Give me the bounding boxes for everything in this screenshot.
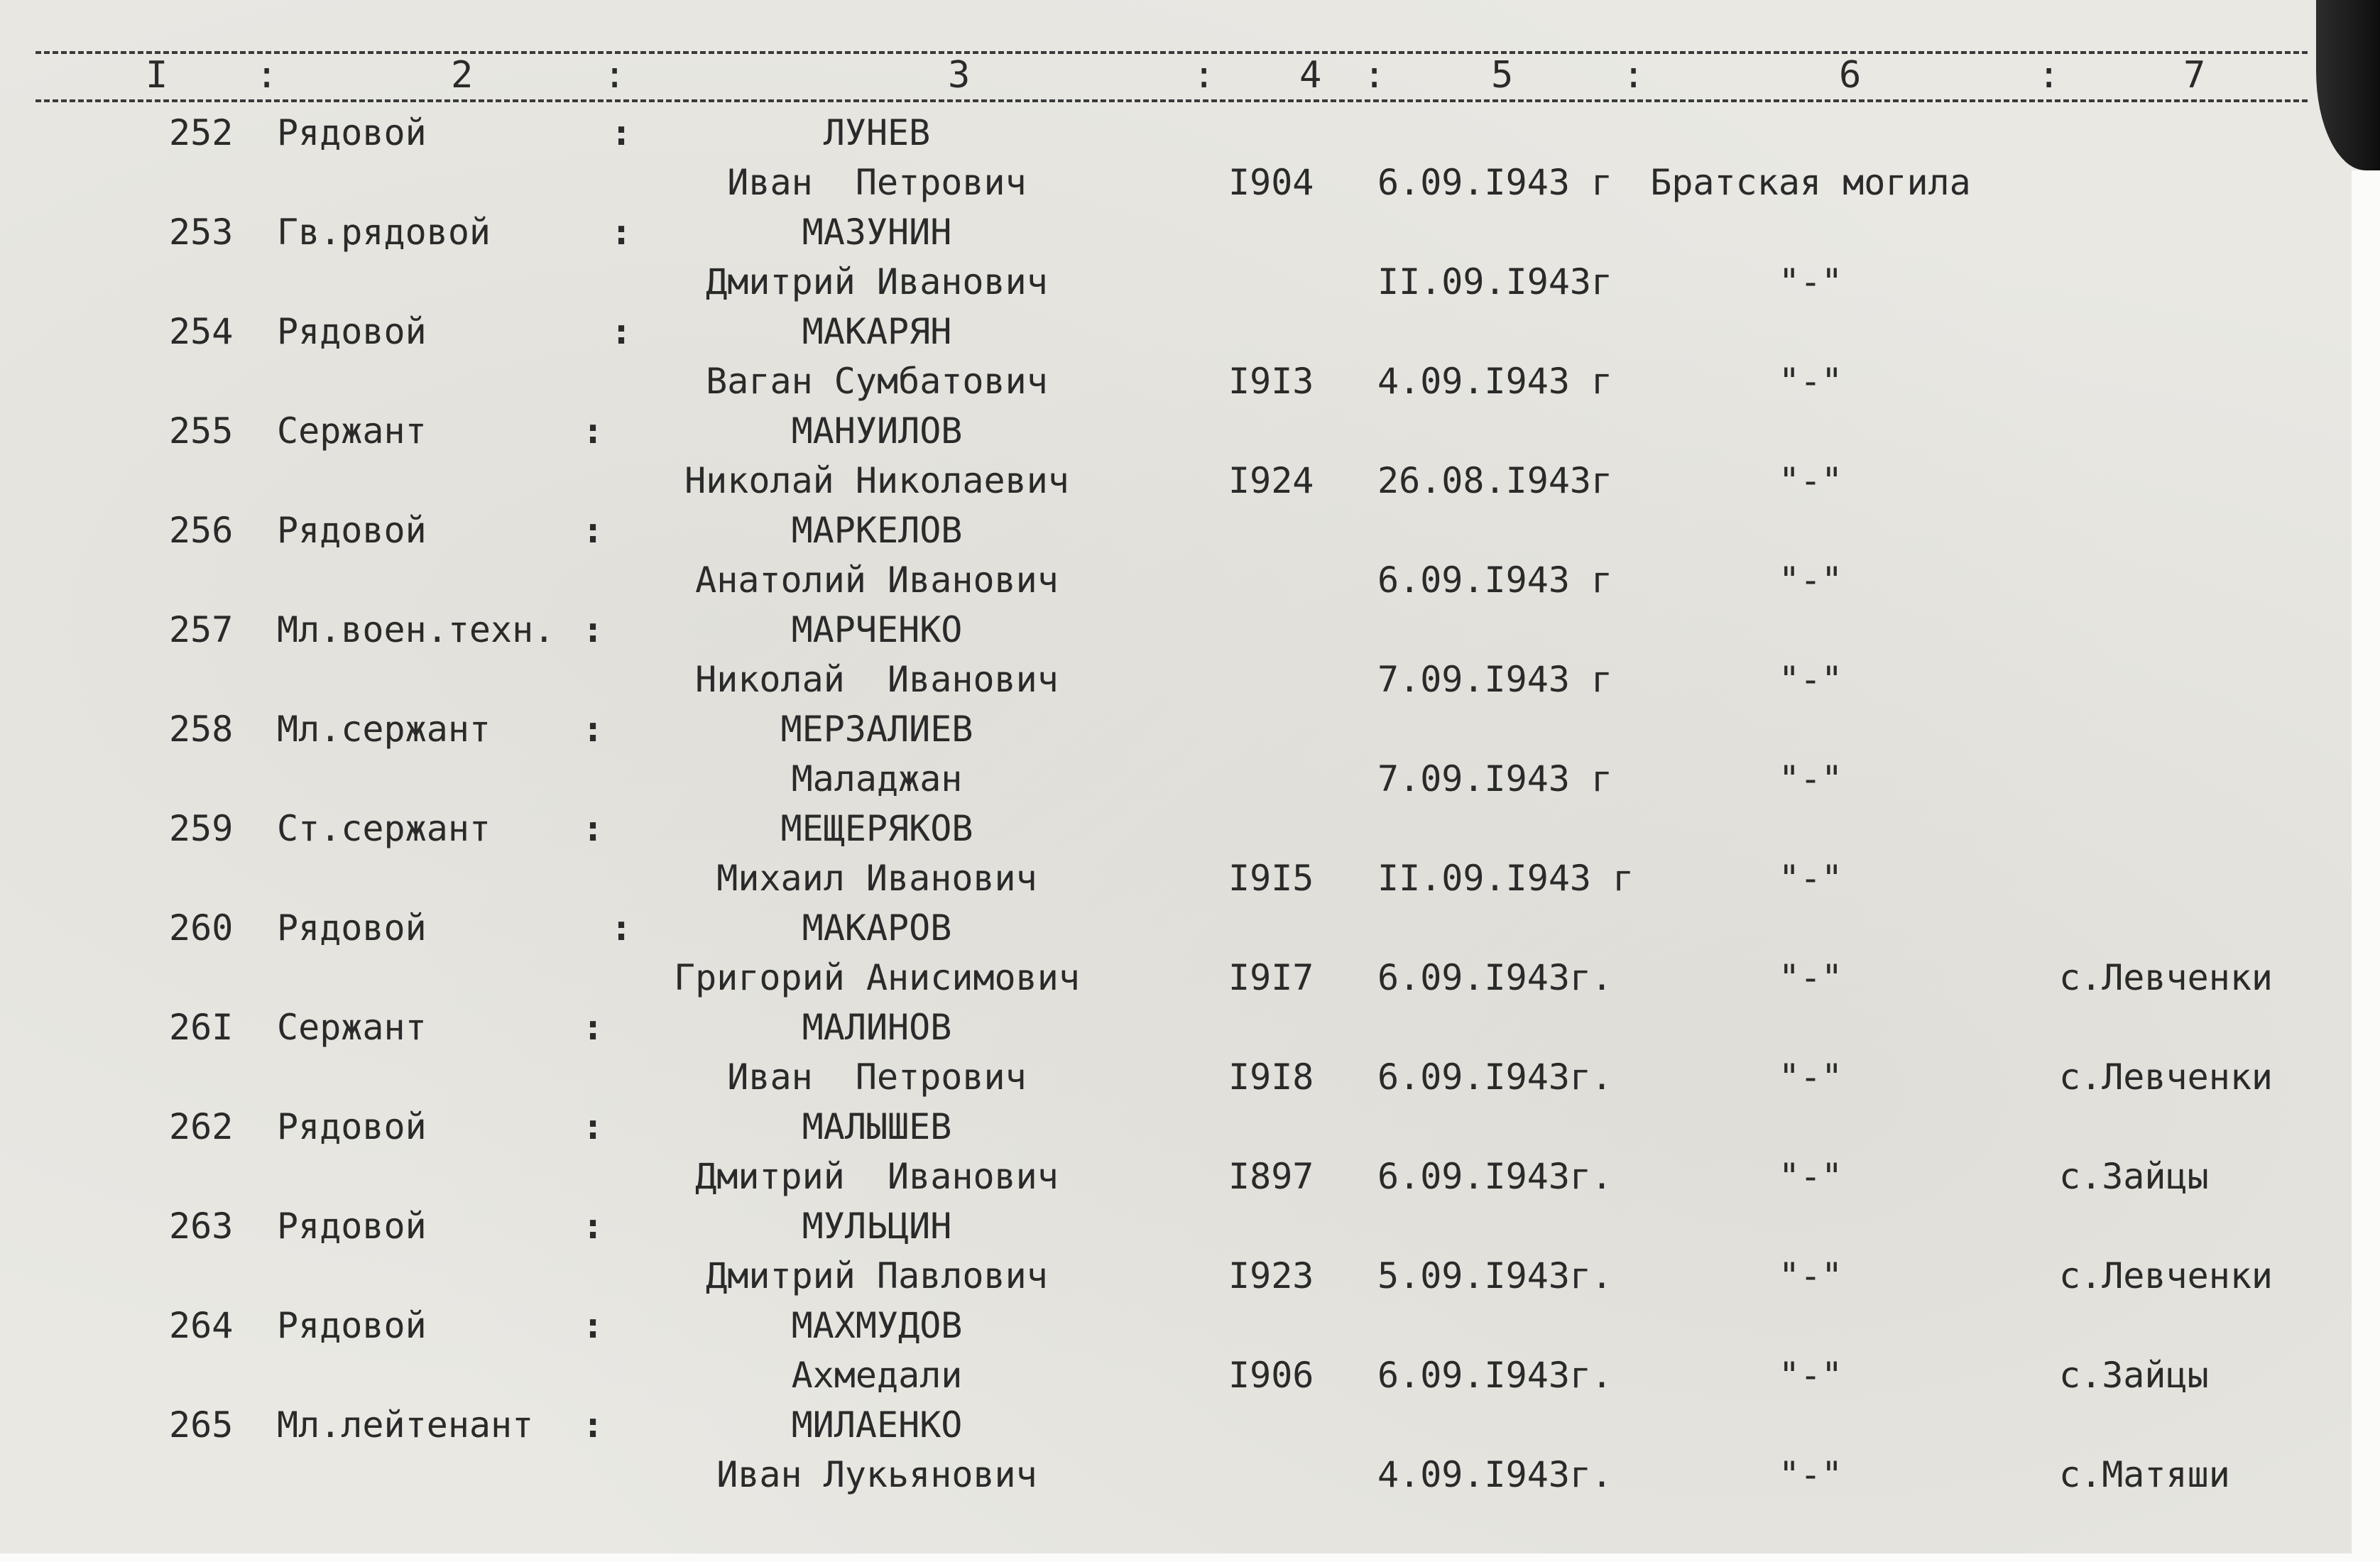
rank-separator: :: [582, 510, 604, 551]
birth-year: I923: [1228, 1255, 1314, 1296]
record-number: 263: [169, 1206, 234, 1247]
record-number: 264: [169, 1305, 234, 1346]
column-header-3: 3: [948, 54, 971, 97]
page-edge: [2352, 170, 2380, 1562]
column-header-4: 4: [1299, 54, 1322, 97]
given-name: Дмитрий Иванович: [706, 261, 1048, 302]
burial-place: "-": [1778, 559, 1843, 601]
rank-separator: :: [582, 1106, 604, 1147]
settlement: с.Зайцы: [2059, 1156, 2209, 1197]
burial-place: "-": [1778, 1355, 1843, 1396]
rank-label: Рядовой: [277, 510, 427, 551]
settlement: с.Матяши: [2059, 1454, 2230, 1495]
surname: МАЗУНИН: [802, 212, 952, 253]
death-date: 6.09.I943г.: [1377, 1355, 1613, 1396]
burial-place: Братская могила: [1650, 162, 1971, 203]
given-name: Маладжан: [791, 758, 963, 799]
birth-year: I904: [1228, 162, 1314, 203]
record-number: 256: [169, 510, 234, 551]
death-date: 5.09.I943г.: [1377, 1255, 1613, 1296]
surname: МЕЩЕРЯКОВ: [780, 808, 973, 849]
rank-label: Рядовой: [277, 311, 427, 352]
settlement: с.Левченки: [2059, 957, 2273, 998]
burial-place: "-": [1778, 758, 1843, 799]
settlement: с.Левченки: [2059, 1056, 2273, 1098]
birth-year: I906: [1228, 1355, 1314, 1396]
rank-label: Рядовой: [277, 1106, 427, 1147]
burial-place: "-": [1778, 261, 1843, 302]
surname: МАКАРОВ: [802, 907, 952, 949]
birth-year: I9I3: [1228, 361, 1314, 402]
surname: МАЛИНОВ: [802, 1007, 952, 1048]
given-name: Иван Петрович: [727, 162, 1027, 203]
surname: МУЛЬЦИН: [802, 1206, 952, 1247]
surname: МАХМУДОВ: [791, 1305, 963, 1346]
record-number: 265: [169, 1404, 234, 1446]
birth-year: I9I8: [1228, 1056, 1314, 1098]
given-name: Ахмедали: [791, 1355, 963, 1396]
death-date: 6.09.I943г.: [1377, 1056, 1613, 1098]
rank-separator: :: [611, 212, 633, 253]
death-date: 6.09.I943г.: [1377, 957, 1613, 998]
page-edge-bottom: [0, 1553, 2380, 1562]
header-colon: :: [2038, 54, 2060, 97]
rank-label: Сержант: [277, 1007, 427, 1048]
rank-separator: :: [611, 907, 633, 949]
column-header-1: I: [146, 54, 168, 97]
surname: МАРКЕЛОВ: [791, 510, 963, 551]
death-date: 26.08.I943г: [1377, 460, 1613, 501]
given-name: Николай Николаевич: [684, 460, 1069, 501]
burial-place: "-": [1778, 1156, 1843, 1197]
record-number: 252: [169, 112, 234, 153]
surname: МАЛЫШЕВ: [802, 1106, 952, 1147]
burial-place: "-": [1778, 460, 1843, 501]
birth-year: I924: [1228, 460, 1314, 501]
surname: МИЛАЕНКО: [791, 1404, 963, 1446]
torn-page-corner: [2316, 0, 2380, 170]
column-header-7: 7: [2183, 54, 2206, 97]
record-number: 259: [169, 808, 234, 849]
rank-separator: :: [582, 808, 604, 849]
rank-label: Мл.лейтенант: [277, 1404, 534, 1446]
rank-label: Рядовой: [277, 907, 427, 949]
record-number: 253: [169, 212, 234, 253]
burial-place: "-": [1778, 1454, 1843, 1495]
rank-label: Мл.сержант: [277, 709, 491, 750]
death-date: 4.09.I943 г: [1377, 361, 1613, 402]
death-date: II.09.I943г: [1377, 261, 1613, 302]
header-colon: :: [1193, 54, 1216, 97]
rank-label: Мл.воен.техн.: [277, 609, 555, 650]
given-name: Николай Иванович: [695, 659, 1059, 700]
rank-label: Ст.сержант: [277, 808, 491, 849]
surname: МАНУИЛОВ: [791, 410, 963, 452]
birth-year: I9I7: [1228, 957, 1314, 998]
given-name: Дмитрий Иванович: [695, 1156, 1059, 1197]
record-number: 255: [169, 410, 234, 452]
record-number: 260: [169, 907, 234, 949]
rank-label: Рядовой: [277, 1305, 427, 1346]
column-header-5: 5: [1491, 54, 1514, 97]
record-number: 262: [169, 1106, 234, 1147]
surname: МАКАРЯН: [802, 311, 952, 352]
header-bottom-rule: [36, 99, 2308, 102]
column-header-6: 6: [1839, 54, 1862, 97]
rank-separator: :: [582, 1305, 604, 1346]
surname: ЛУНЕВ: [823, 112, 931, 153]
death-date: 6.09.I943 г: [1377, 559, 1613, 601]
burial-place: "-": [1778, 858, 1843, 899]
rank-label: Сержант: [277, 410, 427, 452]
birth-year: I897: [1228, 1156, 1314, 1197]
rank-separator: :: [582, 1206, 604, 1247]
death-date: 6.09.I943г.: [1377, 1156, 1613, 1197]
record-number: 257: [169, 609, 234, 650]
rank-label: Рядовой: [277, 112, 427, 153]
record-number: 26I: [169, 1007, 234, 1048]
record-number: 254: [169, 311, 234, 352]
rank-separator: :: [611, 112, 633, 153]
rank-separator: :: [582, 609, 604, 650]
given-name: Дмитрий Павлович: [706, 1255, 1048, 1296]
settlement: с.Левченки: [2059, 1255, 2273, 1296]
burial-place: "-": [1778, 1056, 1843, 1098]
death-date: 6.09.I943 г: [1377, 162, 1613, 203]
burial-place: "-": [1778, 361, 1843, 402]
birth-year: I9I5: [1228, 858, 1314, 899]
death-date: 7.09.I943 г: [1377, 659, 1613, 700]
given-name: Иван Лукьянович: [716, 1454, 1037, 1495]
rank-separator: :: [582, 1007, 604, 1048]
header-colon: :: [604, 54, 626, 97]
burial-place: "-": [1778, 659, 1843, 700]
surname: МЕРЗАЛИЕВ: [780, 709, 973, 750]
settlement: с.Зайцы: [2059, 1355, 2209, 1396]
record-number: 258: [169, 709, 234, 750]
given-name: Иван Петрович: [727, 1056, 1027, 1098]
header-colon: :: [1363, 54, 1386, 97]
death-date: 4.09.I943г.: [1377, 1454, 1613, 1495]
column-header-2: 2: [451, 54, 474, 97]
given-name: Григорий Анисимович: [674, 957, 1080, 998]
rank-separator: :: [582, 709, 604, 750]
surname: МАРЧЕНКО: [791, 609, 963, 650]
header-colon: :: [256, 54, 278, 97]
given-name: Ваган Сумбатович: [706, 361, 1048, 402]
death-date: II.09.I943 г: [1377, 858, 1634, 899]
rank-label: Гв.рядовой: [277, 212, 491, 253]
burial-place: "-": [1778, 957, 1843, 998]
given-name: Михаил Иванович: [716, 858, 1037, 899]
rank-separator: :: [582, 1404, 604, 1446]
rank-separator: :: [582, 410, 604, 452]
given-name: Анатолий Иванович: [695, 559, 1059, 601]
rank-separator: :: [611, 311, 633, 352]
death-date: 7.09.I943 г: [1377, 758, 1613, 799]
burial-place: "-": [1778, 1255, 1843, 1296]
header-top-rule: [36, 51, 2308, 54]
rank-label: Рядовой: [277, 1206, 427, 1247]
header-colon: :: [1622, 54, 1645, 97]
